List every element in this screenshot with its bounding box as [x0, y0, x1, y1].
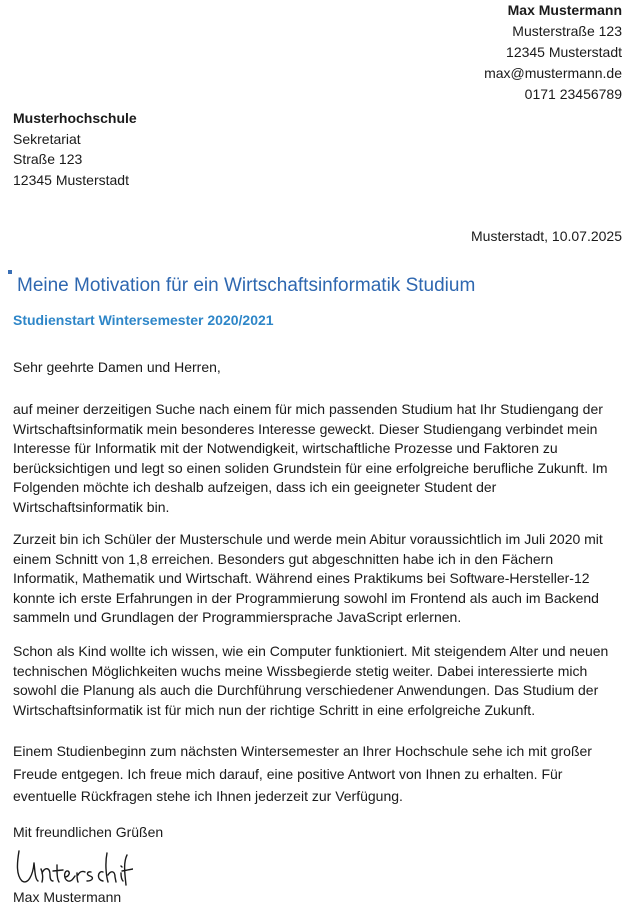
recipient-address-block [13, 108, 137, 190]
handwritten-signature [13, 845, 133, 891]
recipient-name: Musterhochschule [13, 110, 137, 126]
body-paragraph-1: auf meiner derzeitigen Suche nach einem für mich passenden Studium hat Ihr Studiengang der Wirtschaftsinformatik mein besonderes Interesse geweckt. Dieser Studiengang verbindet mein Interesse für Informatik mit der Notwendigkeit, wirtschaftliche Prozesse und Faktoren zu berücksichtigen und legt so einen soliden Grundstein für eine erfolgreiche berufliche Zukunft. Im Folgenden möchte ich deshalb aufzeigen, dass ich ein geeigneter Student der Wirtschaftsinformatik bin. [13, 401, 608, 515]
closing-phrase: Mit freundlichen Grüßen [13, 824, 164, 840]
letter-title: Meine Motivation für ein Wirtschaftsinformatik Studium [17, 275, 476, 296]
sender-phone: 0171 23456789 [524, 86, 622, 102]
signature-name: Max Mustermann [13, 889, 122, 905]
body-paragraph-3: Schon als Kind wollte ich wissen, wie ein Computer funktioniert. Mit steigendem Alter und neuen technischen Möglichkeiten wuchs meine Wissbegierde stetig weiter. Dabei interessierte mich sowohl die Planung als auch die Durchführung verschiedener Anwendungen. Das Studium der Wirtschaftsinformatik ist für mich nun der richtige Schritt in eine erfolgreiche Zukunft. [13, 643, 609, 718]
recipient-street: Straße 123 [13, 151, 83, 167]
greeting: Sehr geehrte Damen und Herren, [13, 359, 221, 375]
letter-date: Musterstadt, 10.07.2025 [471, 228, 622, 244]
sender-street: Musterstraße 123 [512, 23, 622, 39]
recipient-department: Sekretariat [13, 130, 81, 147]
letter-subtitle: Studienstart Wintersemester 2020/2021 [13, 312, 274, 328]
sender-address-block [484, 0, 622, 105]
body-paragraph-4: Einem Studienbeginn zum nächsten Wintersemester an Ihrer Hochschule sehe ich mit großer Freude entgegen. Ich freue mich darauf, eine positive Antwort von Ihnen zu erhalten. Für eventuelle Rückfragen stehe ich Ihnen jederzeit zur Verfügung. [13, 743, 592, 804]
heading-marker [8, 270, 12, 274]
recipient-city: 12345 Musterstadt [13, 171, 129, 188]
sender-email: max@mustermann.de [484, 65, 622, 81]
sender-city: 12345 Musterstadt [506, 44, 622, 60]
sender-name: Max Mustermann [507, 2, 622, 18]
body-paragraph-2: Zurzeit bin ich Schüler der Musterschule und werde mein Abitur voraussichtlich im Juli 2020 mit einem Schnitt von 1,8 erreichen. Besonders gut abgeschnitten habe ich in den Fächern Informatik, Mathematik und Wirtschaft. Während eines Praktikums bei Software-Hersteller-12 konnte ich erste Erfahrungen in der Programmierung sowohl im Frontend als auch im Backend sammeln und Grundlagen der Programmiersprache JavaScript erlernen. [13, 531, 603, 626]
